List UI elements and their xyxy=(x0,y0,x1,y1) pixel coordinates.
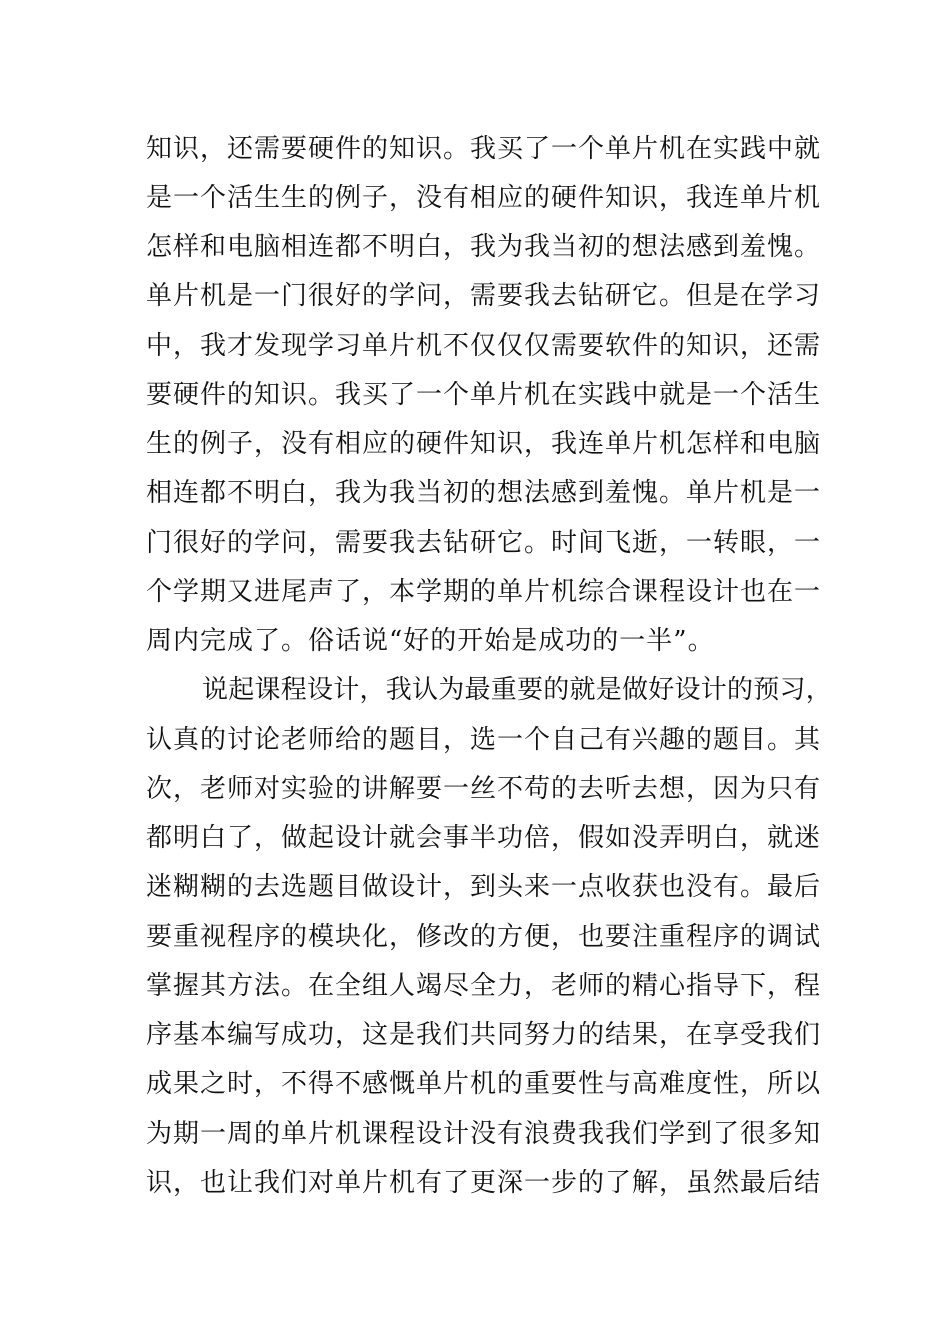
text-line: 单片机是一门很好的学问，需要我去钻研它。但是在学习 xyxy=(146,281,822,311)
text-line: 次，老师对实验的讲解要一丝不苟的去听去想，因为只有 xyxy=(146,774,822,804)
text-line: 序基本编写成功，这是我们共同努力的结果，在享受我们 xyxy=(146,1020,822,1050)
text-line: 是一个活生生的例子，没有相应的硬件知识，我连单片机 xyxy=(146,183,822,213)
text-line: 要重视程序的模块化，修改的方便，也要注重程序的调试 xyxy=(146,922,822,952)
text-line: 相连都不明白，我为我当初的想法感到羞愧。单片机是一 xyxy=(146,478,822,508)
text-line: 都明白了，做起设计就会事半功倍，假如没弄明白，就迷 xyxy=(146,823,822,853)
text-line-indented: 说起课程设计，我认为最重要的就是做好设计的预习， xyxy=(202,675,833,705)
text-line: 要硬件的知识。我买了一个单片机在实践中就是一个活生 xyxy=(146,380,822,410)
text-line: 为期一周的单片机课程设计没有浪费我我们学到了很多知 xyxy=(146,1119,822,1149)
text-line: 门很好的学问，需要我去钻研它。时间飞逝，一转眼，一 xyxy=(146,528,822,558)
text-line: 知识，还需要硬件的知识。我买了一个单片机在实践中就 xyxy=(146,134,822,164)
text-line: 怎样和电脑相连都不明白，我为我当初的想法感到羞愧。 xyxy=(146,232,822,262)
text-line: 周内完成了。俗话说“好的开始是成功的一半”。 xyxy=(146,626,715,656)
text-line: 生的例子，没有相应的硬件知识，我连单片机怎样和电脑 xyxy=(146,429,822,459)
text-line: 成果之时，不得不感慨单片机的重要性与高难度性，所以 xyxy=(146,1069,822,1099)
text-line: 识，也让我们对单片机有了更深一步的了解，虽然最后结 xyxy=(146,1168,822,1198)
text-line: 认真的讨论老师给的题目，选一个自己有兴趣的题目。其 xyxy=(146,725,822,755)
text-line: 中，我才发现学习单片机不仅仅仅需要软件的知识，还需 xyxy=(146,331,822,361)
text-line: 个学期又进尾声了，本学期的单片机综合课程设计也在一 xyxy=(146,577,822,607)
text-line: 掌握其方法。在全组人竭尽全力，老师的精心指导下，程 xyxy=(146,971,822,1001)
text-line: 迷糊糊的去选题目做设计，到头来一点收获也没有。最后 xyxy=(146,872,822,902)
